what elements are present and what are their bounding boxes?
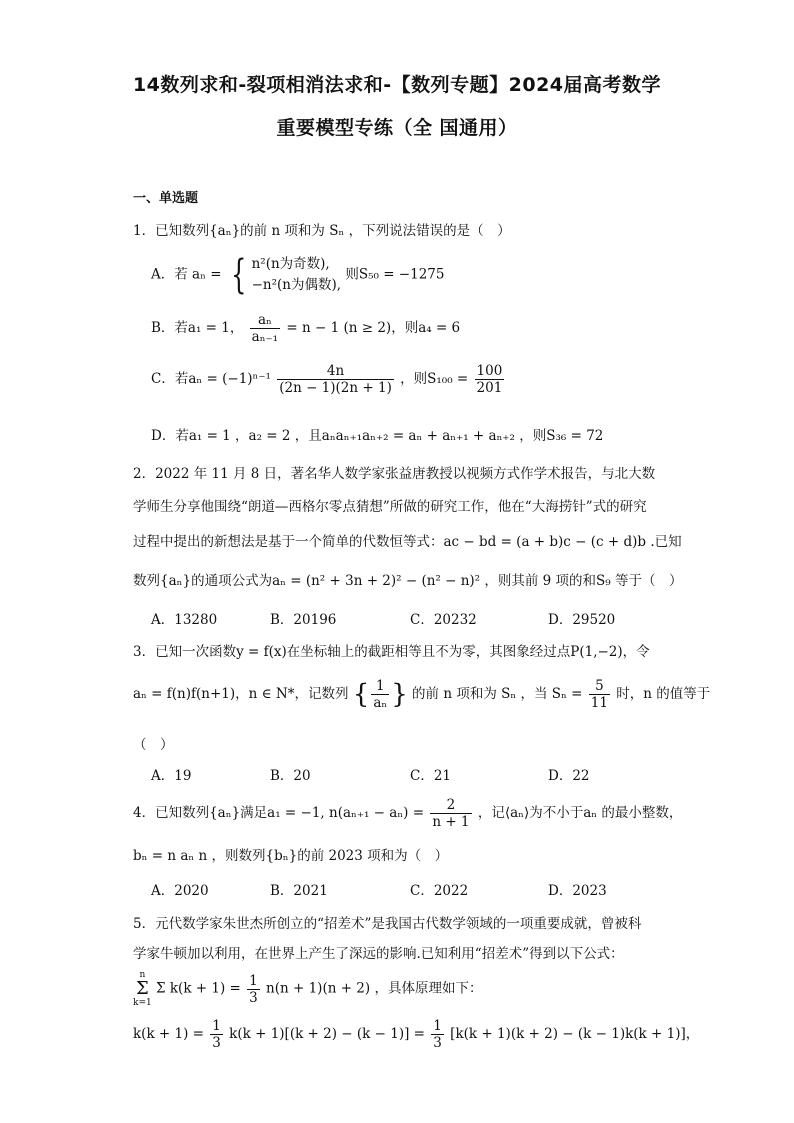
q5-line3-start: Σ k(k + 1) =: [156, 980, 241, 997]
q5-line4-end: [k(k + 1)(k + 2) − (k − 1)k(k + 1)]，: [450, 1026, 700, 1042]
q4-denominator: n + 1: [432, 814, 470, 830]
q3-option-b: B．20: [270, 768, 311, 784]
q4-line1-start: 4．已知数列{aₙ}满足a₁ = −1, n(aₙ₊₁ − aₙ) =: [133, 805, 425, 821]
q5-line4-f2-denominator: 3: [433, 1035, 442, 1051]
q2-option-b: B．20196: [270, 612, 337, 628]
q1-a-prefix: A．若: [151, 266, 188, 283]
q3-sequence-numerator: 1: [371, 678, 389, 695]
q3-line2-mid: 的前 n 项和为 Sₙ ，当 Sₙ =: [412, 686, 583, 702]
q5-line4-fraction2: [431, 1018, 444, 1051]
q4-line1-end: ，记⟨aₙ⟩为不小于aₙ 的最小整数，: [477, 805, 683, 821]
q3-option-c: C．21: [410, 768, 452, 784]
q5-line1: 5．元代数学家朱世杰所创立的“招差术”是我国古代数学领域的一项重要成就，曾被科: [133, 916, 642, 932]
q3-sequence-denominator: aₙ: [373, 695, 388, 711]
q2-line2: 学师生分享他围绕“朗道—西格尔零点猜想”所做的研究工作，他在“大海捞针”式的研究: [133, 499, 647, 515]
q5-line2: 学家牛顿加以利用，在世界上产生了深远的影响.已知利用“招差术”得到以下公式：: [133, 946, 624, 962]
q1-b-denominator: aₙ₋₁: [251, 329, 279, 345]
q1-c-numerator: 4n: [277, 363, 394, 380]
q5-line3: [133, 970, 482, 1008]
sum-upper-limit: n: [139, 970, 146, 980]
q2-option-c: C．20232: [410, 612, 477, 628]
q5-third-fraction: [247, 973, 260, 1006]
q4-line1: [133, 797, 682, 830]
q3-result-fraction: [589, 678, 610, 711]
q5-line4-start: k(k + 1) =: [133, 1026, 204, 1042]
q3-line2-end: 时，n 的值等于: [616, 686, 711, 702]
q5-line4-f1-denominator: 3: [212, 1035, 221, 1051]
q1-b-prefix: B．若a₁ = 1，: [151, 320, 244, 336]
summation: [133, 970, 152, 1008]
q5-line4-fraction1: [210, 1018, 223, 1051]
q5-third-denominator: 3: [249, 989, 258, 1006]
q1-a-case2: −n²(n为偶数),: [251, 277, 342, 293]
q1-a-cases: [252, 254, 341, 296]
q2-line1: 2．2022 年 11 月 8 日，著名华人数学家张益唐教授以视频方式作学术报告，与北大数: [133, 466, 656, 482]
q1-option-b: [151, 312, 460, 345]
q5-line4-f2-numerator: 1: [433, 1018, 442, 1034]
sigma-icon: Σ: [136, 978, 149, 999]
page-title-line2: 重要模型专练（全 国通用）: [276, 117, 518, 139]
q3-line2: [133, 678, 710, 711]
q4-numerator: 2: [430, 797, 471, 814]
q3-option-a: A．19: [151, 768, 192, 784]
q4-option-d: D．2023: [548, 883, 607, 899]
q5-third-numerator: 1: [249, 972, 258, 989]
q2-option-d: D．29520: [548, 612, 616, 628]
right-brace-icon: }: [391, 679, 408, 710]
q1-b-tail: = n − 1 (n ≥ 2)，则a₄ = 6: [286, 320, 461, 336]
q1-c-result-fraction: [475, 363, 505, 396]
left-brace-icon: {: [230, 252, 247, 298]
q5-line4-mid: k(k + 1)[(k + 2) − (k − 1)] =: [229, 1026, 425, 1042]
q1-a-lhs: aₙ =: [192, 266, 222, 283]
q5-line3-end: n(n + 1)(n + 2) ，具体原理如下：: [266, 980, 483, 997]
q1-option-c: [151, 363, 506, 396]
q2-option-a: A．13280: [151, 612, 218, 628]
q1-c-mid: ，则S₁₀₀ =: [400, 371, 469, 387]
q1-a-tail: 则S₅₀ = −1275: [345, 266, 445, 283]
sum-lower-limit: k=1: [133, 998, 152, 1008]
q4-option-b: B．2021: [270, 883, 328, 899]
q3-line2-start: aₙ = f(n)f(n+1)，n ∈ N*，记数列: [133, 686, 349, 702]
q1-b-numerator: aₙ: [250, 312, 280, 329]
q4-option-a: A．2020: [151, 883, 209, 899]
q3-result-numerator: 5: [589, 678, 610, 695]
q1-b-fraction: [250, 312, 280, 345]
q1-c-denominator: (2n − 1)(2n + 1): [279, 380, 392, 396]
q3-sequence-fraction: [371, 678, 389, 711]
q4-line2: bₙ = n aₙ n ，则数列{bₙ}的前 2023 项和为（ ）: [133, 848, 449, 864]
q1-option-a: [151, 254, 444, 296]
q4-fraction: [430, 797, 471, 830]
q1-c-result-numerator: 100: [476, 363, 503, 379]
section-heading: 一、单选题: [133, 191, 199, 206]
q1-c-result-denominator: 201: [476, 380, 503, 396]
q5-line4-f1-numerator: 1: [212, 1018, 221, 1034]
q3-line3: （ ）: [133, 737, 174, 753]
q3-result-denominator: 11: [590, 695, 608, 711]
q2-line3: 过程中提出的新想法是基于一个简单的代数恒等式：ac − bd = (a + b)c − (c + d)b .已知: [133, 534, 682, 550]
q2-line4: 数列{aₙ}的通项公式为aₙ = (n² + 3n + 2)² − (n² − n)² ，则其前 9 项的和S₉ 等于（ ）: [133, 573, 683, 589]
left-brace-icon: {: [352, 679, 370, 710]
q1-c-prefix: C．若aₙ = (−1)ⁿ⁻¹: [151, 371, 271, 387]
q3-line1: 3．已知一次函数y = f(x)在坐标轴上的截距相等且不为零，其图象经过点P(1,−2)，令: [133, 644, 650, 660]
q1-option-d: D．若a₁ = 1 ，a₂ = 2 ，且aₙaₙ₊₁aₙ₊₂ = aₙ + aₙ₊₁ + aₙ₊₂ ，则S₃₆ = 72: [151, 428, 604, 444]
q5-line4: [133, 1018, 699, 1051]
q1-c-fraction: [277, 363, 394, 396]
q1-stem: 1．已知数列{aₙ}的前 n 项和为 Sₙ ，下列说法错误的是（ ）: [133, 223, 511, 239]
q1-a-case1: n²(n为奇数),: [251, 256, 330, 272]
q4-option-c: C．2022: [410, 883, 469, 899]
q3-option-d: D．22: [548, 768, 590, 784]
page-title: 14数列求和-裂项相消法求和-【数列专题】2024届高考数学: [132, 74, 662, 96]
